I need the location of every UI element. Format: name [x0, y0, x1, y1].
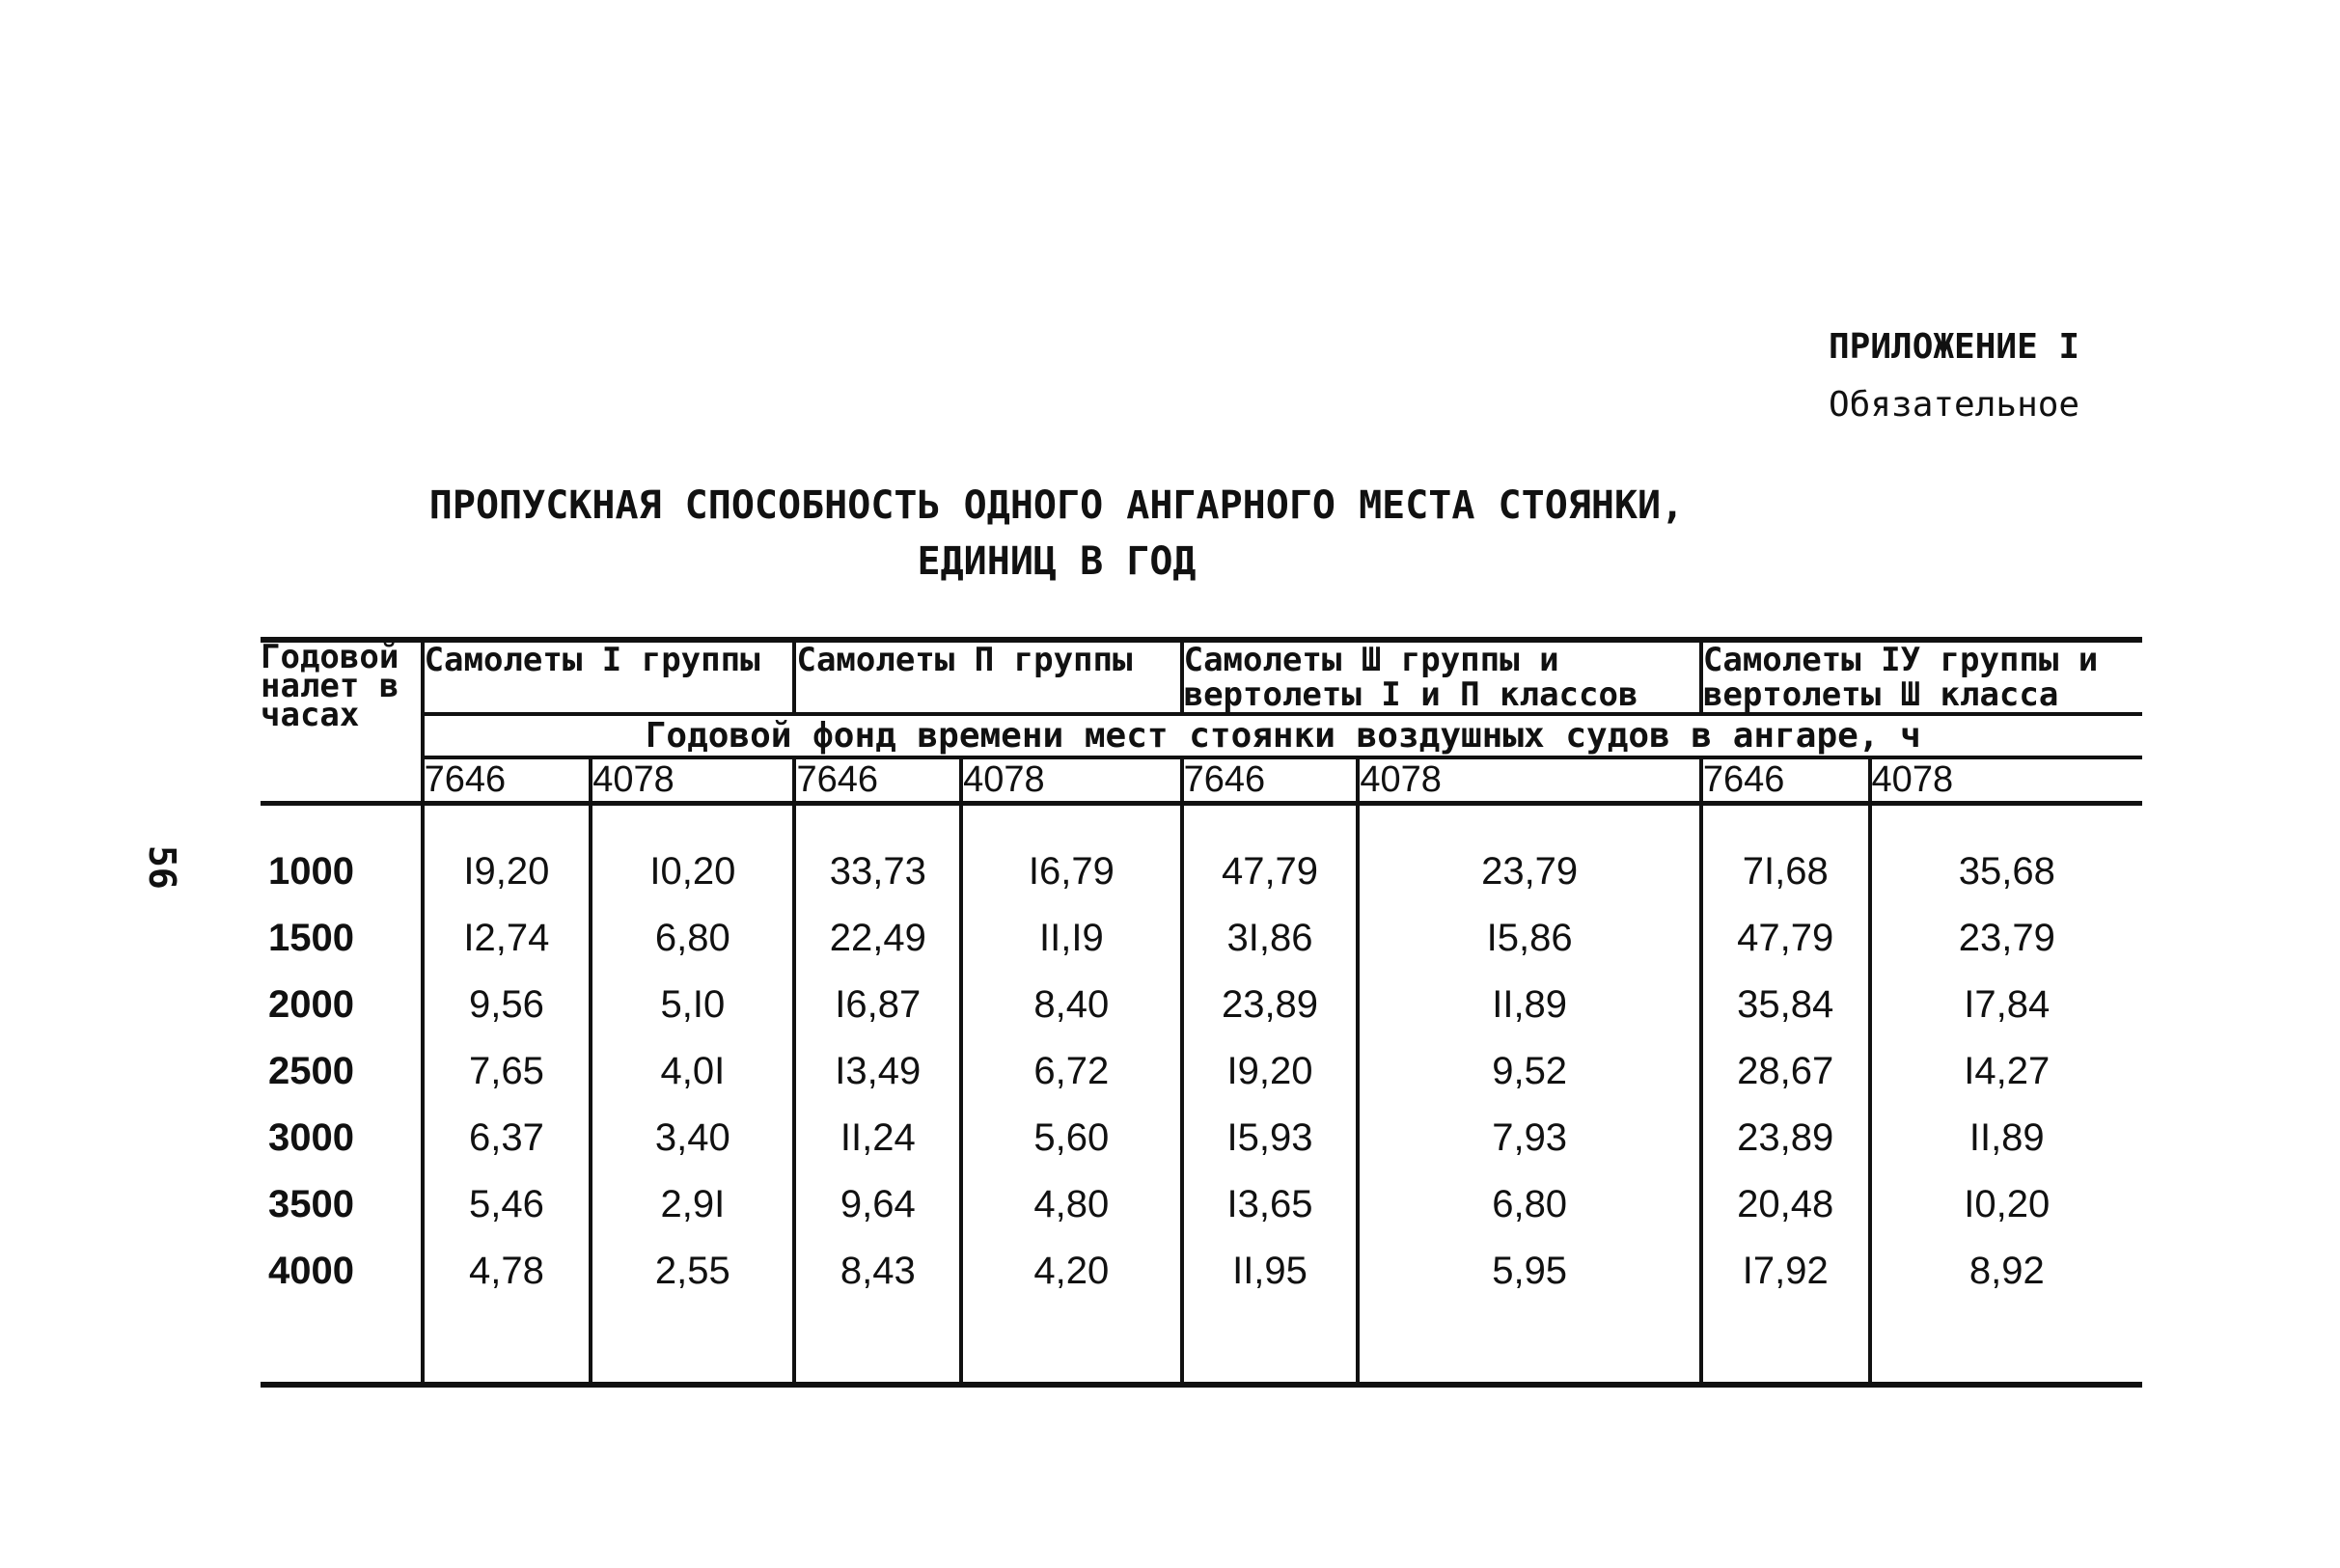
value-cell: 2,55	[591, 1238, 794, 1305]
table-row	[261, 1238, 2142, 1305]
value-cell: 8,92	[1870, 1238, 2142, 1305]
value-cell: 7,65	[423, 1038, 592, 1105]
title-line-1: ПРОПУСКНАЯ СПОСОБНОСТЬ ОДНОГО АНГАРНОГО МЕСТА СТОЯНКИ,	[428, 483, 1685, 528]
value-cell: I9,20	[423, 839, 592, 905]
value-cell: 9,56	[423, 972, 592, 1038]
value-cell: I7,84	[1870, 972, 2142, 1038]
capacity-table	[261, 637, 2142, 1388]
column-header: 7646	[1182, 757, 1359, 804]
value-cell: I3,65	[1182, 1171, 1359, 1238]
value-cell: II,95	[1182, 1238, 1359, 1305]
value-cell: 5,46	[423, 1171, 592, 1238]
hours-cell: 2000	[268, 983, 354, 1026]
column-header: 7646	[1701, 757, 1870, 804]
value-cell: 4,20	[961, 1238, 1182, 1305]
value-cell: I6,87	[794, 972, 961, 1038]
value-cell: 23,79	[1358, 839, 1700, 905]
group-header: Самолеты IУ группы и вертолеты Ш класса	[1701, 640, 2142, 714]
value-cell: 23,79	[1870, 905, 2142, 972]
value-cell: I7,92	[1701, 1238, 1870, 1305]
value-cell: 3,40	[591, 1105, 794, 1171]
value-cell: 7I,68	[1701, 839, 1870, 905]
value-cell: 9,52	[1358, 1038, 1700, 1105]
appendix-status: Обязательное	[1829, 385, 2080, 425]
hours-cell: 2500	[268, 1050, 354, 1092]
column-header: 4078	[1870, 757, 2142, 804]
value-cell: I9,20	[1182, 1038, 1359, 1105]
document-title	[289, 478, 1824, 590]
value-cell: 35,84	[1701, 972, 1870, 1038]
value-cell: 5,I0	[591, 972, 794, 1038]
value-cell: I2,74	[423, 905, 592, 972]
value-cell: 28,67	[1701, 1038, 1870, 1105]
table-row	[261, 1171, 2142, 1238]
table-row	[261, 905, 2142, 972]
value-cell: 33,73	[794, 839, 961, 905]
value-cell: II,89	[1358, 972, 1700, 1038]
value-cell: 20,48	[1701, 1171, 1870, 1238]
column-header: 4078	[1358, 757, 1700, 804]
page-number: 56	[141, 845, 183, 890]
column-header: 4078	[591, 757, 794, 804]
value-cell: 3I,86	[1182, 905, 1359, 972]
value-cell: 5,60	[961, 1105, 1182, 1171]
value-cell: 4,78	[423, 1238, 592, 1305]
value-cell: I4,27	[1870, 1038, 2142, 1105]
value-cell: 23,89	[1182, 972, 1359, 1038]
value-cell: 47,79	[1701, 905, 1870, 972]
value-cell: I5,86	[1358, 905, 1700, 972]
value-cell: 6,72	[961, 1038, 1182, 1105]
hours-cell: 1500	[268, 917, 354, 959]
appendix-label: ПРИЛОЖЕНИЕ I	[1829, 327, 2080, 367]
value-cell: 6,80	[1358, 1171, 1700, 1238]
value-cell: 8,40	[961, 972, 1182, 1038]
value-cell: 8,43	[794, 1238, 961, 1305]
hours-cell: 3000	[268, 1116, 354, 1159]
value-cell: II,89	[1870, 1105, 2142, 1171]
value-cell: 35,68	[1870, 839, 2142, 905]
group-header: Самолеты Ш группы и вертолеты I и П классов	[1182, 640, 1701, 714]
value-cell: 22,49	[794, 905, 961, 972]
column-header-row	[261, 757, 2142, 804]
table-row	[261, 1038, 2142, 1105]
group-header: Самолеты I группы	[423, 640, 795, 714]
column-header: 7646	[794, 757, 961, 804]
appendix-block	[1829, 318, 2137, 434]
hours-cell: 1000	[268, 850, 354, 893]
table-row	[261, 1105, 2142, 1171]
spacer-row	[261, 804, 2142, 839]
value-cell: 4,0I	[591, 1038, 794, 1105]
value-cell: 5,95	[1358, 1238, 1700, 1305]
stub-header-spacer	[261, 757, 423, 804]
column-header: 4078	[961, 757, 1182, 804]
value-cell: 4,80	[961, 1171, 1182, 1238]
stub-header: Годовой налет в часах	[261, 638, 399, 734]
fund-header-row	[261, 714, 2142, 757]
value-cell: 7,93	[1358, 1105, 1700, 1171]
value-cell: II,24	[794, 1105, 961, 1171]
column-header: 7646	[423, 757, 592, 804]
group-header-row	[261, 640, 2142, 714]
fund-header: Годовой фонд времени мест стоянки воздушных судов в ангаре, ч	[423, 714, 2142, 757]
hours-cell: 4000	[268, 1250, 354, 1292]
hours-cell: 3500	[268, 1183, 354, 1225]
value-cell: 2,9I	[591, 1171, 794, 1238]
value-cell: I0,20	[591, 839, 794, 905]
value-cell: 6,80	[591, 905, 794, 972]
value-cell: II,I9	[961, 905, 1182, 972]
value-cell: I0,20	[1870, 1171, 2142, 1238]
title-line-2: ЕДИНИЦ В ГОД	[917, 539, 1197, 584]
value-cell: 6,37	[423, 1105, 592, 1171]
table-row	[261, 972, 2142, 1038]
value-cell: I5,93	[1182, 1105, 1359, 1171]
table-body	[261, 804, 2142, 1386]
value-cell: 9,64	[794, 1171, 961, 1238]
group-header: Самолеты П группы	[794, 640, 1181, 714]
value-cell: I3,49	[794, 1038, 961, 1105]
value-cell: 47,79	[1182, 839, 1359, 905]
value-cell: 23,89	[1701, 1105, 1870, 1171]
closing-row	[261, 1305, 2142, 1385]
table-row	[261, 839, 2142, 905]
value-cell: I6,79	[961, 839, 1182, 905]
